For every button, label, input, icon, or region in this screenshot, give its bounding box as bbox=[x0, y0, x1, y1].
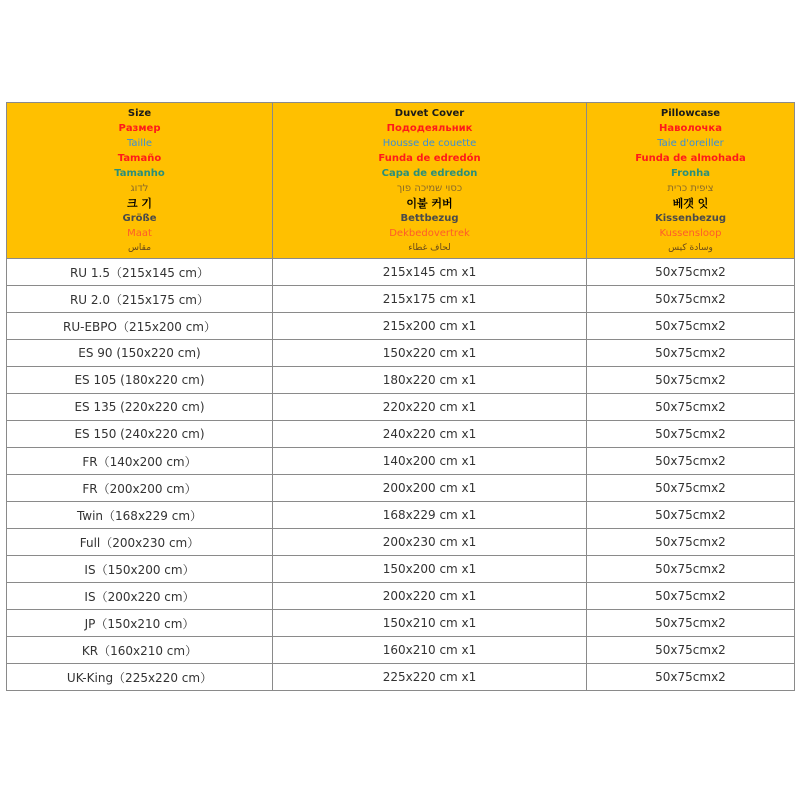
header-label-fr: Housse de couette bbox=[382, 137, 477, 149]
pillowcase-cell: 50x75cmx2 bbox=[587, 340, 795, 367]
header-label-de: Kissenbezug bbox=[654, 212, 727, 224]
size-cell: RU-EBPO（215x200 cm） bbox=[7, 313, 273, 340]
header-label-ru: Наволочка bbox=[659, 122, 722, 134]
duvet-cell: 200x200 cm x1 bbox=[273, 475, 587, 502]
header-label-nl: Kussensloop bbox=[659, 227, 722, 239]
size-cell: ES 90 (150x220 cm) bbox=[7, 340, 273, 367]
header-duvet-cover bbox=[273, 103, 587, 259]
header-label-pt: Tamanho bbox=[114, 167, 165, 179]
duvet-cell: 215x145 cm x1 bbox=[273, 259, 587, 286]
size-cell: Twin（168x229 cm） bbox=[7, 502, 273, 529]
pillowcase-cell: 50x75cmx2 bbox=[587, 448, 795, 475]
header-label-he: לדוג bbox=[130, 182, 149, 194]
header-label-ru: Размер bbox=[118, 122, 161, 134]
pillowcase-cell: 50x75cmx2 bbox=[587, 367, 795, 394]
duvet-cell: 200x220 cm x1 bbox=[273, 583, 587, 610]
size-cell: RU 2.0（215x175 cm） bbox=[7, 286, 273, 313]
size-cell: ES 150 (240x220 cm) bbox=[7, 421, 273, 448]
size-cell: UK-King（225x220 cm） bbox=[7, 664, 273, 691]
table-row bbox=[7, 394, 795, 421]
table-row bbox=[7, 367, 795, 394]
table-row bbox=[7, 286, 795, 313]
size-cell: Full（200x230 cm） bbox=[7, 529, 273, 556]
table-row bbox=[7, 502, 795, 529]
duvet-cell: 200x230 cm x1 bbox=[273, 529, 587, 556]
pillowcase-cell: 50x75cmx2 bbox=[587, 394, 795, 421]
pillowcase-cell: 50x75cmx2 bbox=[587, 637, 795, 664]
size-cell: KR（160x210 cm） bbox=[7, 637, 273, 664]
header-label-ar: مقاس bbox=[127, 242, 152, 253]
header-label-ko: 베갯 잇 bbox=[672, 196, 709, 210]
size-cell: ES 135 (220x220 cm) bbox=[7, 394, 273, 421]
header-label-es: Funda de almohada bbox=[635, 152, 746, 164]
header-size bbox=[7, 103, 273, 259]
duvet-cell: 225x220 cm x1 bbox=[273, 664, 587, 691]
pillowcase-cell: 50x75cmx2 bbox=[587, 664, 795, 691]
size-chart-table bbox=[6, 102, 795, 691]
table-row bbox=[7, 475, 795, 502]
table-row bbox=[7, 448, 795, 475]
table-row bbox=[7, 529, 795, 556]
size-cell: IS（200x220 cm） bbox=[7, 583, 273, 610]
duvet-cell: 240x220 cm x1 bbox=[273, 421, 587, 448]
size-cell: FR（140x200 cm） bbox=[7, 448, 273, 475]
pillowcase-cell: 50x75cmx2 bbox=[587, 610, 795, 637]
table-row bbox=[7, 637, 795, 664]
pillowcase-cell: 50x75cmx2 bbox=[587, 583, 795, 610]
header-label-fr: Taille bbox=[126, 137, 153, 149]
pillowcase-cell: 50x75cmx2 bbox=[587, 529, 795, 556]
pillowcase-cell: 50x75cmx2 bbox=[587, 475, 795, 502]
header-label-es: Tamaño bbox=[117, 152, 162, 164]
duvet-cell: 160x210 cm x1 bbox=[273, 637, 587, 664]
header-label-ar: لحاف غطاء bbox=[408, 242, 451, 253]
size-cell: JP（150x210 cm） bbox=[7, 610, 273, 637]
pillowcase-cell: 50x75cmx2 bbox=[587, 259, 795, 286]
pillowcase-cell: 50x75cmx2 bbox=[587, 286, 795, 313]
duvet-cell: 140x200 cm x1 bbox=[273, 448, 587, 475]
header-label-pt: Fronha bbox=[671, 167, 710, 179]
table-row bbox=[7, 664, 795, 691]
duvet-cell: 215x175 cm x1 bbox=[273, 286, 587, 313]
header-duvet-cover-labels bbox=[273, 106, 586, 256]
table-header bbox=[7, 103, 795, 259]
duvet-cell: 150x220 cm x1 bbox=[273, 340, 587, 367]
table-row bbox=[7, 259, 795, 286]
table-row bbox=[7, 610, 795, 637]
size-cell: IS（150x200 cm） bbox=[7, 556, 273, 583]
header-pillowcase bbox=[587, 103, 795, 259]
header-size-labels bbox=[7, 106, 272, 256]
pillowcase-cell: 50x75cmx2 bbox=[587, 421, 795, 448]
header-label-en: Pillowcase bbox=[660, 107, 721, 119]
header-label-pt: Capa de edredon bbox=[381, 167, 478, 179]
pillowcase-cell: 50x75cmx2 bbox=[587, 556, 795, 583]
header-row bbox=[7, 103, 795, 259]
header-label-ar: وسادة كيس bbox=[668, 242, 713, 253]
duvet-cell: 215x200 cm x1 bbox=[273, 313, 587, 340]
duvet-cell: 168x229 cm x1 bbox=[273, 502, 587, 529]
size-cell: FR（200x200 cm） bbox=[7, 475, 273, 502]
pillowcase-cell: 50x75cmx2 bbox=[587, 502, 795, 529]
pillowcase-cell: 50x75cmx2 bbox=[587, 313, 795, 340]
table-body bbox=[7, 259, 795, 691]
header-label-ko: 이불 커버 bbox=[406, 196, 453, 210]
header-label-nl: Dekbedovertrek bbox=[389, 227, 470, 239]
duvet-cell: 150x210 cm x1 bbox=[273, 610, 587, 637]
header-label-en: Size bbox=[127, 107, 152, 119]
duvet-cell: 150x200 cm x1 bbox=[273, 556, 587, 583]
size-cell: RU 1.5（215x145 cm） bbox=[7, 259, 273, 286]
header-label-de: Bettbezug bbox=[400, 212, 459, 224]
header-label-de: Größe bbox=[122, 212, 157, 224]
header-label-fr: Taie d'oreiller bbox=[657, 137, 724, 149]
size-cell: ES 105 (180x220 cm) bbox=[7, 367, 273, 394]
header-label-nl: Maat bbox=[127, 227, 152, 239]
table-row bbox=[7, 556, 795, 583]
header-label-ru: Пододеяльник bbox=[386, 122, 473, 134]
table-row bbox=[7, 340, 795, 367]
header-label-he: כסוי שמיכה פוך bbox=[396, 182, 463, 194]
header-label-es: Funda de edredón bbox=[378, 152, 481, 164]
header-label-he: ציפית כרית bbox=[667, 182, 714, 194]
header-label-en: Duvet Cover bbox=[394, 107, 465, 119]
duvet-cell: 220x220 cm x1 bbox=[273, 394, 587, 421]
table-row bbox=[7, 421, 795, 448]
table-row bbox=[7, 583, 795, 610]
header-pillowcase-labels bbox=[587, 106, 794, 256]
table-row bbox=[7, 313, 795, 340]
header-label-ko: 크 기 bbox=[126, 196, 153, 210]
duvet-cell: 180x220 cm x1 bbox=[273, 367, 587, 394]
